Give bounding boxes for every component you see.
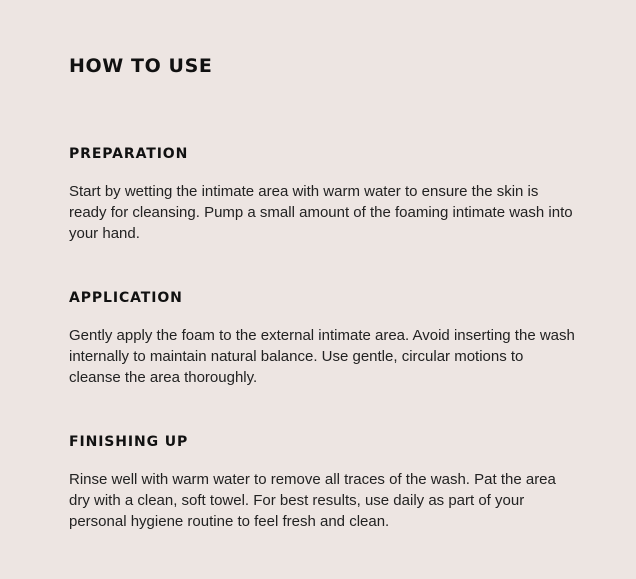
page-title: HOW TO USE [69,55,213,77]
section-body-finishing-up: Rinse well with warm water to remove all traces of the wash. Pat the area dry with a clean, soft towel. For best results, use daily as part of your personal hygiene routine to feel fresh and clean. [69,471,556,530]
section-heading-finishing-up: FINISHING UP [69,434,189,450]
section-finishing-up [69,433,579,532]
section-preparation [69,145,579,244]
section-application [69,289,579,388]
section-heading-preparation: PREPARATION [69,146,189,162]
section-heading-application: APPLICATION [69,290,183,306]
section-body-preparation: Start by wetting the intimate area with warm water to ensure the skin is ready for cleansing. Pump a small amount of the foaming intimate wash into your hand. [69,183,573,242]
section-body-application: Gently apply the foam to the external intimate area. Avoid inserting the wash internally to maintain natural balance. Use gentle, circular motions to cleanse the area thoroughly. [69,327,575,386]
